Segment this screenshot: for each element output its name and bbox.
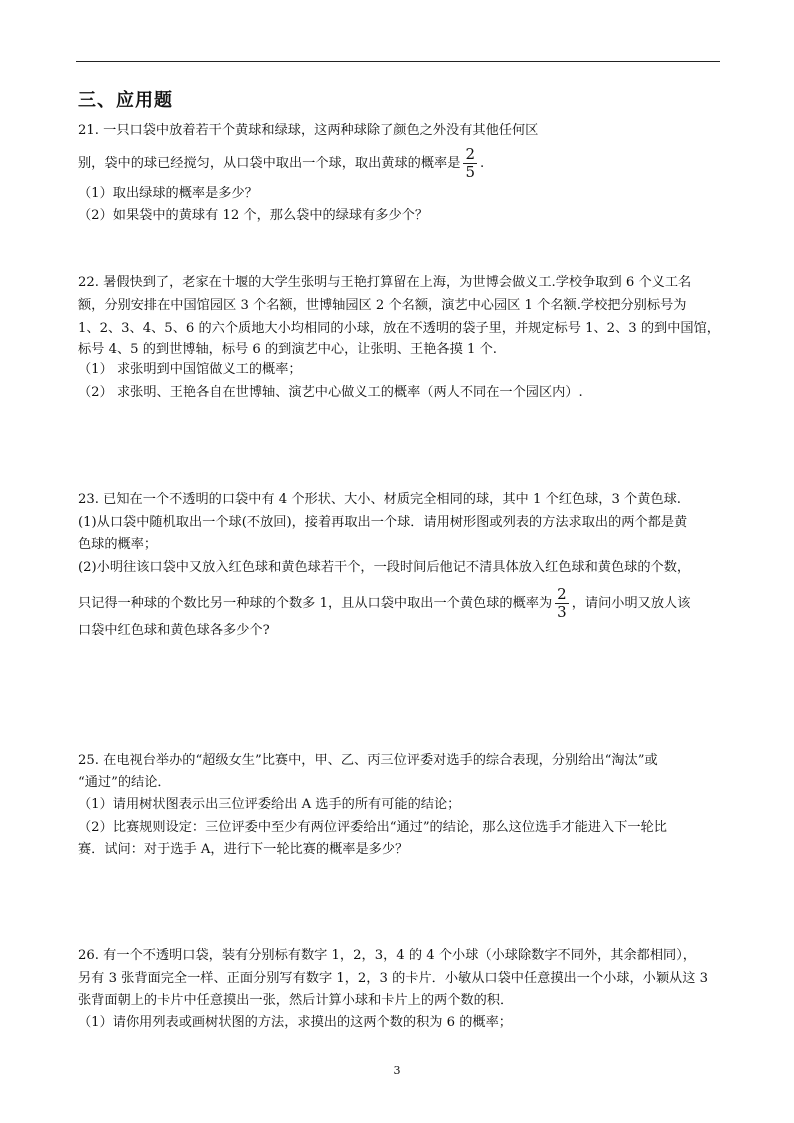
q21-line-2: [78, 146, 484, 181]
section-title: 三、应用题: [78, 90, 173, 111]
q23-line-4: (2)小明往该口袋中又放入红色球和黄色球若干个，一段时间后他记不清具体放入红色球和黄色球的个数，: [78, 560, 691, 575]
header-rule: [76, 61, 720, 62]
q23-line-5-text: 只记得一种球的个数比另一种球的个数多 1，且从口袋中取出一个黄色球的概率为: [78, 596, 553, 611]
q21-part-1: （1）取出绿球的概率是多少？: [78, 186, 258, 201]
q26-line-3: 张背面朝上的卡片中任意摸出一张，然后计算小球和卡片上的两个数的积．: [78, 993, 514, 1008]
q23-line-5-end: ，请问小明又放人该: [571, 596, 691, 611]
q25-line-2: “通过”的结论．: [78, 775, 171, 790]
q21-fraction: [463, 146, 477, 181]
q26-line-2: 另有 3 张背面完全一样、正面分别写有数字 1，2，3 的卡片．小敏从口袋中任意摸出一个小球，小颖从这 3: [78, 971, 708, 986]
q21-line-1: 21. 一只口袋中放着若干个黄球和绿球，这两种球除了颜色之外没有其他任何区: [78, 123, 539, 138]
page-number: 3: [393, 1064, 401, 1077]
q26-part-1: （1）请你用列表或画树状图的方法，求摸出的这两个数的积为 6 的概率；: [78, 1015, 512, 1030]
q25-part-2a: （2）比赛规则设定：三位评委中至少有两位评委给出“通过”的结论，那么这位选手才能进入下一轮比: [78, 820, 667, 835]
q23-line-5: [78, 586, 690, 621]
q21-fraction-numerator: 2: [465, 145, 475, 163]
q22-line-1: 22. 暑假快到了，老家在十堰的大学生张明与王艳打算留在上海，为世博会做义工.学校争取到 6 个义工名: [78, 275, 692, 290]
q23-line-6: 口袋中红色球和黄色球各多少个?: [78, 623, 270, 638]
q26-line-1: 26. 有一个不透明口袋，装有分别标有数字 1，2，3，4 的 4 个小球（小球除数字不同外，其余都相同），: [78, 948, 696, 963]
q25-part-2b: 赛．试问：对于选手 A，进行下一轮比赛的概率是多少？: [78, 842, 409, 857]
q23-line-3: 色球的概率；: [78, 537, 158, 552]
q22-line-2: 额，分别安排在中国馆园区 3 个名额，世博轴园区 2 个名额，演艺中心园区 1 个名额.学校把分别标号为: [78, 298, 687, 313]
q21-line-2-end: .: [479, 156, 485, 171]
q22-part-1: （1） 求张明到中国馆做义工的概率；: [78, 362, 302, 377]
q23-line-2: (1)从口袋中随机取出一个球(不放回)，接着再取出一个球．请用树形图或列表的方法求取出的两个都是黄: [78, 515, 688, 530]
q25-part-1: （1）请用树状图表示出三位评委给出 A 选手的所有可能的结论；: [78, 797, 461, 812]
q22-part-2: （2） 求张明、王艳各自在世博轴、演艺中心做义工的概率（两人不同在一个园区内）.: [78, 385, 583, 400]
q23-fraction-numerator: 2: [557, 585, 567, 603]
q21-line-2-text: 别，袋中的球已经搅匀，从口袋中取出一个球，取出黄球的概率是: [78, 156, 461, 171]
q22-line-4: 标号 4、5 的到世博轴，标号 6 的到演艺中心，让张明、王艳各摸 1 个.: [78, 342, 497, 357]
q25-line-1: 25. 在电视台举办的“超级女生”比赛中，甲、乙、丙三位评委对选手的综合表现，分别给出“淘汰”或: [78, 753, 658, 768]
q21-part-2: （2）如果袋中的黄球有 12 个，那么袋中的绿球有多少个？: [78, 208, 429, 223]
q22-line-3: 1、2、3、4、5、6 的六个质地大小均相同的小球，放在不透明的袋子里，并规定标号 1、2、3 的到中国馆，: [78, 321, 720, 336]
q21-fraction-denominator: 5: [465, 163, 475, 181]
q23-fraction-denominator: 3: [557, 603, 567, 621]
q23-line-1: 23. 已知在一个不透明的口袋中有 4 个形状、大小、材质完全相同的球，其中 1 个红色球，3 个黄色球.: [78, 492, 681, 507]
q23-fraction: [555, 586, 569, 621]
